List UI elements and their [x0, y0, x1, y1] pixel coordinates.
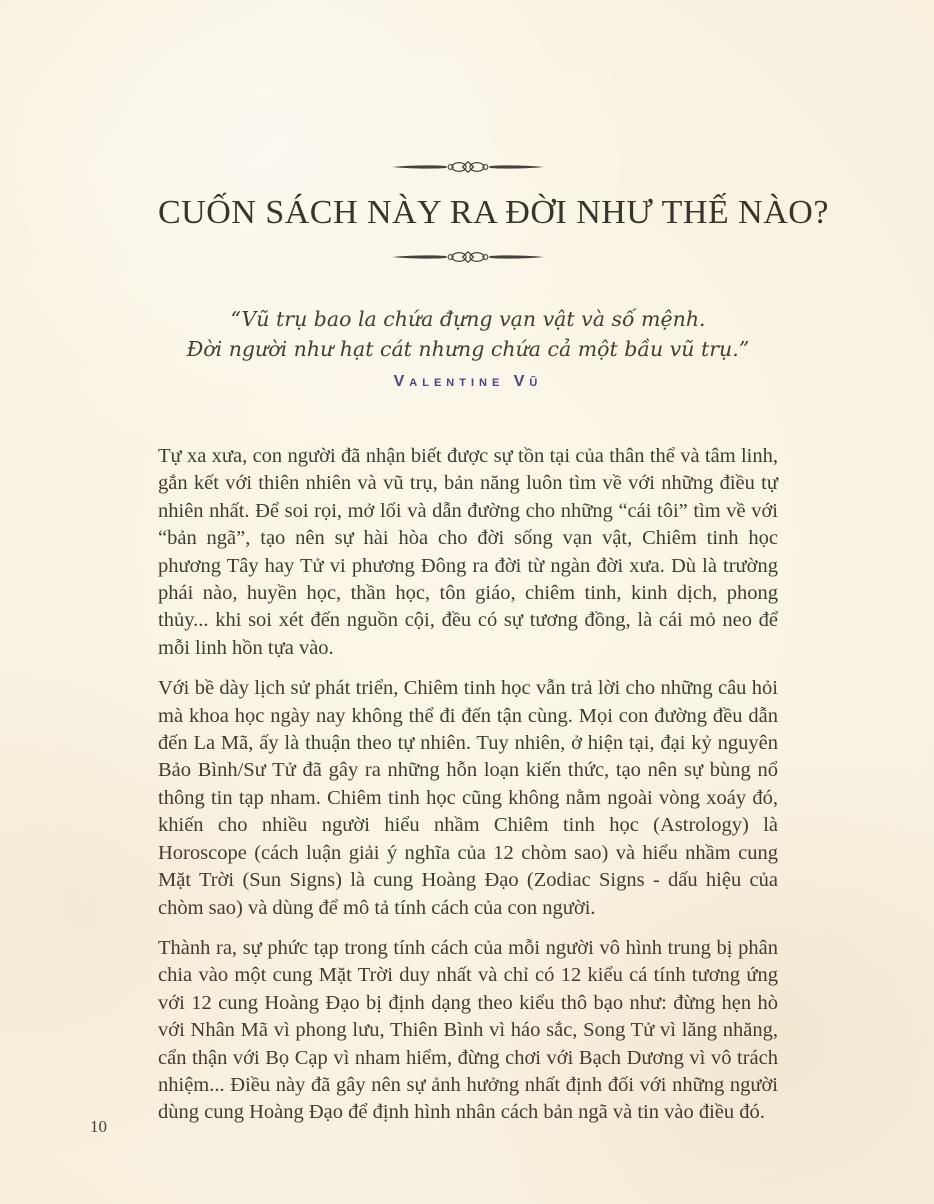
- divider-ornament-bottom-icon: [158, 246, 778, 268]
- body-text: [158, 443, 778, 1127]
- epigraph-attribution: Valentine Vũ: [393, 373, 543, 390]
- epigraph-line: “Vũ trụ bao la chứa đựng vạn vật và số mệnh.: [230, 307, 706, 331]
- body-paragraph: Tự xa xưa, con người đã nhận biết được sự tồn tại của thân thể và tâm linh, gắn kết với thiên nhiên và vũ trụ, bản năng luôn tìm về với những điều tự nhiên nhất. Để soi rọi, mở lối và dẫn đường cho những “cái tôi” tìm về với “bản ngã”, tạo nên sự hài hòa cho đời sống vạn vật, Chiêm tinh học phương Tây hay Tử vi phương Đông ra đời từ ngàn đời xưa. Dù là trường phái nào, huyền học, thần học, tôn giáo, chiêm tinh, kinh dịch, phong thủy... khi soi xét đến nguồn cội, đều có sự tương đồng, là cái mỏ neo để mỗi linh hồn tựa vào.: [158, 445, 778, 659]
- epigraph: [158, 304, 778, 391]
- divider-ornament-top-icon: [158, 156, 778, 178]
- page-number: 10: [90, 1117, 107, 1136]
- epigraph-line: Đời người như hạt cát nhưng chứa cả một bầu vũ trụ.”: [186, 337, 750, 361]
- page-content: [158, 156, 829, 1140]
- body-paragraph: Thành ra, sự phức tạp trong tính cách của mỗi người vô hình trung bị phân chia vào một cung Mặt Trời duy nhất và chỉ có 12 kiểu cá tính tương ứng với 12 cung Hoàng Đạo bị định dạng theo kiểu thô bạo như: đừng hẹn hò với Nhân Mã vì phong lưu, Thiên Bình vì háo sắc, Song Tử vì lăng nhăng, cẩn thận với Bọ Cạp vì nham hiểm, đừng chơi với Bạch Dương vì vô trách nhiệm... Điều này đã gây nên sự ảnh hưởng nhất định đối với những người dùng cung Hoàng Đạo để định hình nhân cách bản ngã và tin vào điều đó.: [158, 936, 778, 1124]
- body-paragraph: Với bề dày lịch sử phát triển, Chiêm tinh học vẫn trả lời cho những câu hỏi mà khoa học ngày nay không thể đi đến tận cùng. Mọi con đường đều dẫn đến La Mã, ấy là thuận theo tự nhiên. Tuy nhiên, ở hiện tại, đại kỷ nguyên Bảo Bình/Sư Tử đã gây ra những hỗn loạn kiến thức, tạo nên sự bùng nổ thông tin tạp nham. Chiêm tinh học cũng không nằm ngoài vòng xoáy đó, khiến cho nhiều người hiểu nhầm Chiêm tinh học (Astrology) là Horoscope (cách luận giải ý nghĩa của 12 chòm sao) và hiểu nhầm cung Mặt Trời (Sun Signs) là cung Hoàng Đạo (Zodiac Signs - dấu hiệu của chòm sao) và dùng để mô tả tính cách của con người.: [158, 677, 778, 919]
- chapter-title: CUỐN SÁCH NÀY RA ĐỜI NHƯ THẾ NÀO?: [158, 194, 829, 231]
